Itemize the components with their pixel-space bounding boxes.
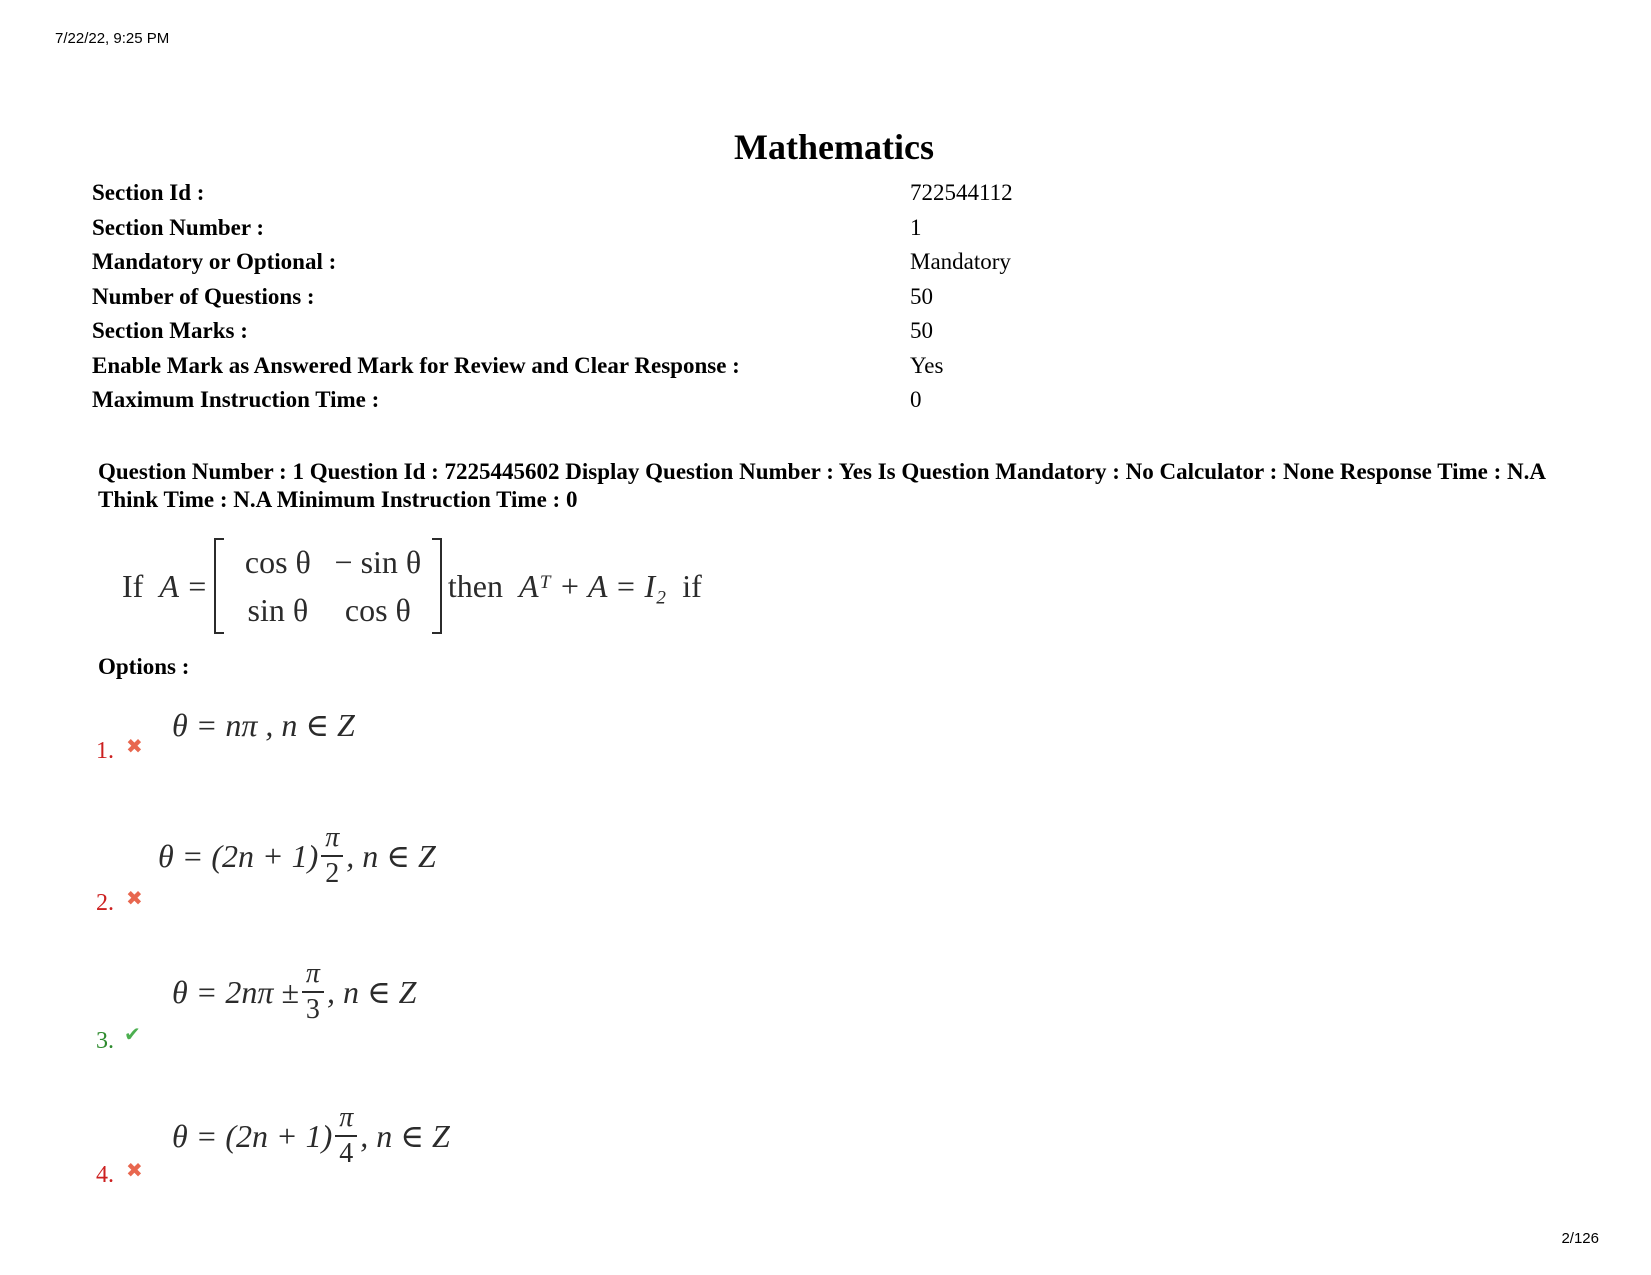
matrix-cell: cos θ <box>244 543 311 580</box>
matrix-left-bracket <box>214 538 224 634</box>
question-header: Question Number : 1 Question Id : 7225445602 Display Question Number : Yes Is Question Mandatory : No Calculator : None Response Time : N.A Think Time : N.A Minimum Instruction Time : 0 <box>98 459 1545 512</box>
fraction-numerator: π <box>302 957 324 993</box>
section-info-label: Mandatory or Optional : <box>92 249 337 275</box>
section-info-row <box>92 176 1013 211</box>
fraction-denominator: 4 <box>339 1138 354 1169</box>
option-expression <box>158 820 436 892</box>
section-info-table <box>92 176 1013 418</box>
section-info-label: Section Id : <box>92 180 205 206</box>
print-date: 7/22/22, 9:25 PM <box>55 30 170 47</box>
matrix-grid <box>224 538 432 634</box>
question-prefix: If <box>122 567 144 604</box>
options-label: Options : <box>98 654 190 679</box>
option-expression-end: , n ∈ Z <box>346 838 436 874</box>
section-info-label: Section Number : <box>92 214 265 240</box>
section-info-row <box>92 349 1013 384</box>
fraction-numerator: π <box>321 821 343 857</box>
check-icon: ✔ <box>124 1022 141 1046</box>
rotation-matrix <box>214 538 442 634</box>
option-expression <box>172 704 355 746</box>
section-info-label: Maximum Instruction Time : <box>92 387 380 413</box>
section-info-value: 0 <box>910 387 922 413</box>
cross-icon: ✖ <box>126 886 143 910</box>
section-info-value: 1 <box>910 214 922 240</box>
section-info-value: 50 <box>910 283 933 309</box>
cross-icon: ✖ <box>126 1158 143 1182</box>
option-number: 1. <box>96 738 114 764</box>
question-lhs: A = <box>159 567 208 604</box>
option-expression <box>172 956 416 1028</box>
section-info-value: 50 <box>910 318 933 344</box>
cross-icon: ✖ <box>126 734 143 758</box>
question-math <box>122 538 702 634</box>
matrix-right-bracket <box>432 538 442 634</box>
section-info-row <box>92 383 1013 418</box>
page-number: 2/126 <box>1561 1230 1599 1247</box>
fraction-numerator: π <box>335 1101 357 1137</box>
section-info-value: Mandatory <box>910 249 1011 275</box>
section-info-label: Number of Questions : <box>92 283 315 309</box>
matrix-cell: − sin θ <box>334 543 422 580</box>
option-expression-start: θ = (2n + 1) <box>158 837 319 874</box>
matrix-cell: sin θ <box>247 591 309 628</box>
section-info-value: Yes <box>910 352 944 378</box>
fraction-denominator: 3 <box>305 994 320 1025</box>
option-expression <box>172 1100 450 1172</box>
option-expression-end: , n ∈ Z <box>360 1118 450 1154</box>
option-expression-end: , n ∈ Z <box>326 974 417 1010</box>
option-expression-start: θ = (2n + 1) <box>172 1117 333 1154</box>
option-expression-start: θ = 2nπ ± <box>172 973 299 1010</box>
section-info-value: 722544112 <box>910 180 1013 206</box>
option-number: 2. <box>96 890 114 916</box>
option-number: 4. <box>96 1162 114 1188</box>
question-equation: Aᵀ + A = I₂ <box>518 567 667 604</box>
option-fraction <box>335 1101 357 1171</box>
section-info-label: Enable Mark as Answered Mark for Review and Clear Response : <box>92 352 740 378</box>
option-fraction <box>321 821 343 891</box>
section-title: Mathematics <box>734 127 934 167</box>
section-info-row <box>92 245 1013 280</box>
option-number: 3. <box>96 1028 114 1054</box>
section-info-row <box>92 314 1013 349</box>
question-suffix: if <box>682 567 702 604</box>
question-then: then <box>447 567 503 604</box>
section-info-row <box>92 280 1013 315</box>
option-fraction <box>302 957 324 1027</box>
matrix-cell: cos θ <box>344 591 411 628</box>
option-expression-start: θ = nπ , n ∈ Z <box>172 707 355 743</box>
section-info-row <box>92 211 1013 246</box>
section-info-label: Section Marks : <box>92 318 248 344</box>
fraction-denominator: 2 <box>325 858 340 889</box>
